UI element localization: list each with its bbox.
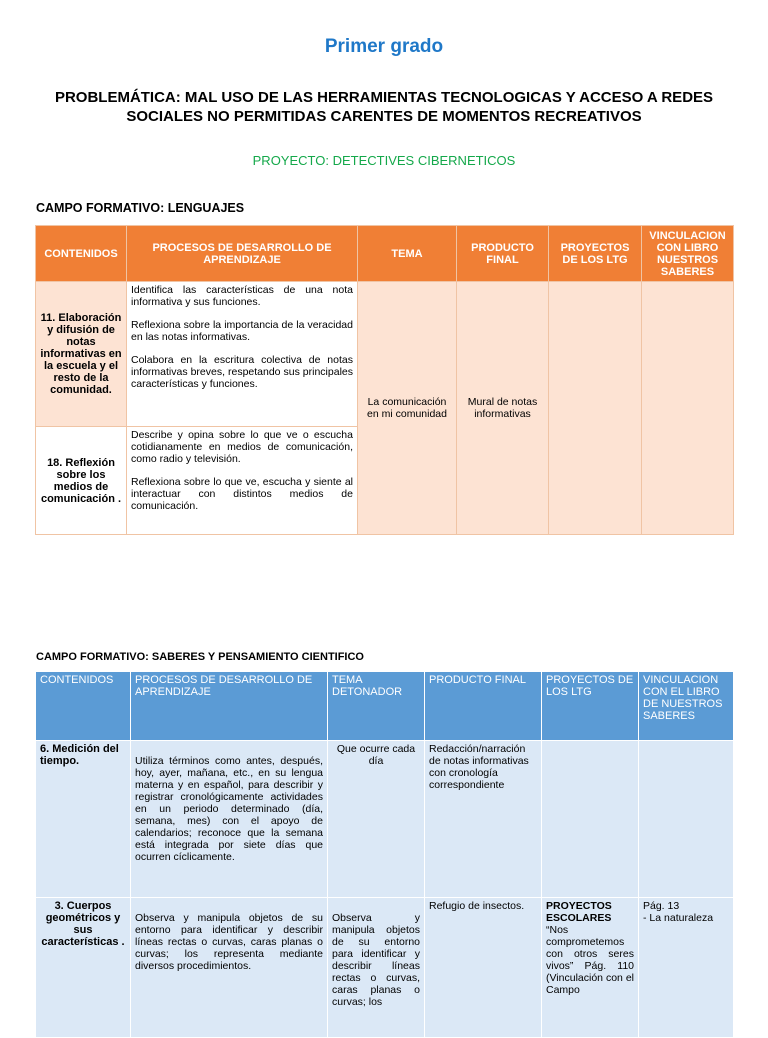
tema-text: Observa y manipula objetos de su entorno para identificar y describir líneas rectas o curvas, caras planas o curvas; los — [332, 912, 420, 1008]
proyecto-heading: PROYECTO: DETECTIVES CIBERNETICOS — [252, 153, 516, 168]
vinculacion-cell — [639, 741, 734, 898]
contenido-cell: 3. Cuerpos geométricos y sus características . — [36, 898, 131, 1038]
campo-saberes-heading: CAMPO FORMATIVO: SABERES Y PENSAMIENTO CIENTIFICO — [36, 651, 364, 663]
header-producto: PRODUCTO FINAL — [457, 226, 549, 282]
procesos-cell — [131, 898, 328, 1038]
header-tema: TEMA — [358, 226, 457, 282]
producto-cell: Redacción/narración de notas informativas con cronología correspondiente — [425, 741, 542, 898]
producto-cell: Mural de notas informativas — [457, 282, 549, 535]
producto-cell: Refugio de insectos. — [425, 898, 542, 1038]
table-row — [36, 741, 734, 898]
header-tema: TEMA DETONADOR — [328, 672, 425, 741]
header-producto: PRODUCTO FINAL — [425, 672, 542, 741]
header-vinculacion: VINCULACION CON LIBRO NUESTROS SABERES — [642, 226, 734, 282]
proceso-text: Identifica las características de una nota informativa y sus funciones. — [131, 284, 353, 308]
proyectos-cell — [542, 898, 639, 1038]
tema-cell — [328, 898, 425, 1038]
proyectos-title: PROYECTOS ESCOLARES — [546, 900, 612, 924]
table-header-row — [36, 226, 734, 282]
proceso-text: Reflexiona sobre lo que ve, escucha y siente al interactuar con distintos medios de comunicación. — [131, 476, 353, 512]
header-vinculacion: VINCULACION CON EL LIBRO DE NUESTROS SABERES — [639, 672, 734, 741]
proyectos-cell — [549, 282, 642, 535]
proceso-text: Describe y opina sobre lo que ve o escucha cotidianamente en medios de comunicación, como radio y televisión. — [131, 429, 353, 465]
lenguajes-table — [35, 225, 734, 535]
contenido-cell: 18. Reflexión sobre los medios de comunicación . — [36, 427, 127, 535]
vinculacion-pag: Pág. 13 — [643, 900, 680, 912]
vinculacion-tema: - La naturaleza — [643, 912, 714, 924]
proceso-text: Colabora en la escritura colectiva de notas informativas breves, respetando sus principales características y funciones. — [131, 354, 353, 390]
tema-cell: La comunicación en mi comunidad — [358, 282, 457, 535]
header-procesos: PROCESOS DE DESARROLLO DE APRENDIZAJE — [127, 226, 358, 282]
procesos-cell — [131, 741, 328, 898]
header-contenidos: CONTENIDOS — [36, 226, 127, 282]
proyectos-cell — [542, 741, 639, 898]
campo-lenguajes-heading: CAMPO FORMATIVO: LENGUAJES — [36, 201, 245, 215]
problematica-heading: PROBLEMÁTICA: MAL USO DE LAS HERRAMIENTAS TECNOLOGICAS Y ACCESO A REDES SOCIALES NO PERMITIDAS CARENTES DE MOMENTOS RECREATIVOS — [54, 89, 714, 125]
page-title: Primer grado — [324, 36, 444, 57]
header-proyectos: PROYECTOS DE LOS LTG — [549, 226, 642, 282]
proceso-text: Reflexiona sobre la importancia de la veracidad en las notas informativas. — [131, 319, 353, 343]
proceso-text: Utiliza términos como antes, después, hoy, ayer, mañana, etc., en su lengua materna y en español, para describir y registrar cronológicamente actividades en un periodo determinado (día, semana, mes) con el apoyo de calendarios; reconoce que la semana está integrada por siete días que ocurren cíclicamente. — [135, 755, 323, 863]
proceso-text: Observa y manipula objetos de su entorno para identificar y describir líneas rectas o curvas, caras planas o curvas; los representa mediante diversos procedimientos. — [135, 912, 323, 972]
saberes-table — [35, 671, 734, 1038]
vinculacion-cell — [642, 282, 734, 535]
table-header-row — [36, 672, 734, 741]
tema-cell: Que ocurre cada día — [328, 741, 425, 898]
header-proyectos: PROYECTOS DE LOS LTG — [542, 672, 639, 741]
table-row — [36, 898, 734, 1038]
header-contenidos: CONTENIDOS — [36, 672, 131, 741]
vinculacion-cell — [639, 898, 734, 1038]
contenido-cell: 6. Medición del tiempo. — [36, 741, 131, 898]
table-row — [36, 282, 734, 427]
procesos-cell — [127, 282, 358, 427]
header-procesos: PROCESOS DE DESARROLLO DE APRENDIZAJE — [131, 672, 328, 741]
proyectos-text: “Nos comprometemos con otros seres vivos” Pág. 110 (Vinculación con el Campo — [546, 924, 634, 996]
contenido-cell: 11. Elaboración y difusión de notas informativas en la escuela y el resto de la comunidad. — [36, 282, 127, 427]
procesos-cell — [127, 427, 358, 535]
